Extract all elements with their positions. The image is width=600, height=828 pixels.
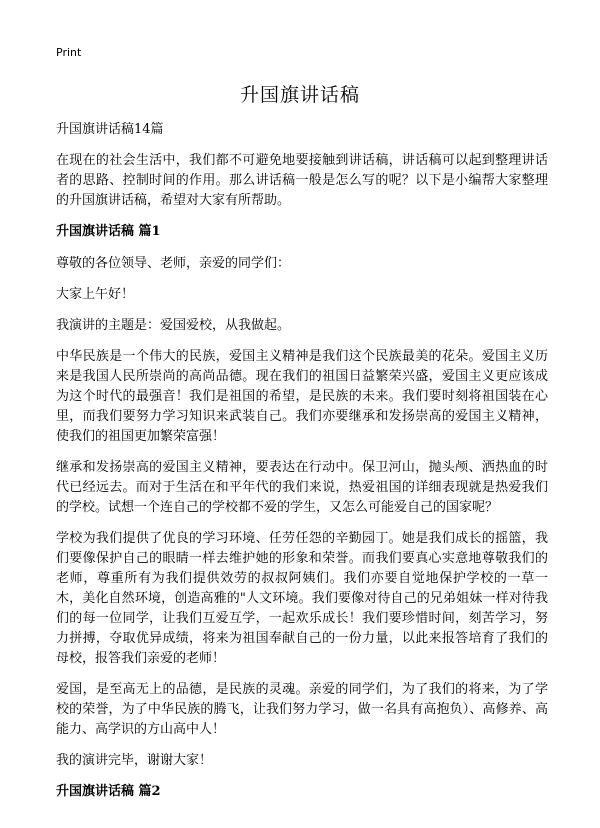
intro-paragraph: 在现在的社会生活中，我们都不可避免地要接触到讲话稿，讲话稿可以起到整理讲话者的思路、控制时间的作用。那么讲话稿一般是怎么写的呢？以下是小编帮大家整理的升国旗讲话稿，希望对大家有所帮助。 <box>56 153 548 208</box>
greeting: 尊敬的各位领导、老师，亲爱的同学们： <box>56 256 291 271</box>
closing-line: 我的演讲完毕，谢谢大家！ <box>56 753 213 768</box>
body-paragraph: 继承和发扬崇高的爱国主义精神，要表达在行动中。保卫河山，抛头颅、洒热血的时代已经远去。而对于生活在和平年代的我们来说，热爱祖国的详细表现就是热爱我们的学校。试想一个连自己的学校都不爱的学生，又怎么可能爱自己的国家呢？ <box>56 460 548 515</box>
body-paragraph: 中华民族是一个伟大的民族，爱国主义精神是我们这个民族最美的花朵。爱国主义历来是我国人民所崇尚的高尚品德。现在我们的祖国日益繁荣兴盛，爱国主义更应该成为这个时代的最强音！我们是祖国的希望，是民族的未来。我们要时刻将祖国装在心里，而我们要努力学习知识来武装自己。我们亦要继承和发扬崇高的爱国主义精神，使我们的祖国更加繁荣富强！ <box>56 349 548 444</box>
print-link[interactable]: Print <box>56 46 82 59</box>
section-heading: 升国旗讲话稿 篇2 <box>56 784 161 799</box>
subtitle: 升国旗讲话稿14篇 <box>56 122 164 137</box>
section-heading: 升国旗讲话稿 篇1 <box>56 224 161 239</box>
article-body <box>56 120 548 814</box>
page-title: 升国旗讲话稿 <box>239 84 360 106</box>
body-paragraph: 爱国，是至高无上的品德，是民族的灵魂。亲爱的同学们，为了我们的将来，为了学校的荣誉，为了中华民族的腾飞，让我们努力学习，做一名具有高抱负）、高修养、高能力、高学识的方山高中人！ <box>56 682 548 737</box>
speech-topic: 我演讲的主题是：爱国爱校，从我做起。 <box>56 318 291 333</box>
body-paragraph: 学校为我们提供了优良的学习环境、任劳任怨的辛勤园丁。她是我们成长的摇篮，我们要像保护自己的眼睛一样去维护她的形象和荣誉。而我们要真心实意地尊敬我们的老师，尊重所有为我们提供效劳的叔叔阿姨们。我们亦要自觉地保护学校的一草一木，美化自然环境，创造高雅的"人文环境。我们要像对待自己的兄弟姐妹一样对待我们的每一位同学，让我们互爱互学，一起欢乐成长！我们要珍惜时间，刻苦学习，努力拼搏，夺取优异成绩，将来为祖国奉献自己的一份力量，以此来报答培育了我们的母校，报答我们亲爱的老师！ <box>56 531 548 666</box>
salutation: 大家上午好！ <box>56 287 135 302</box>
